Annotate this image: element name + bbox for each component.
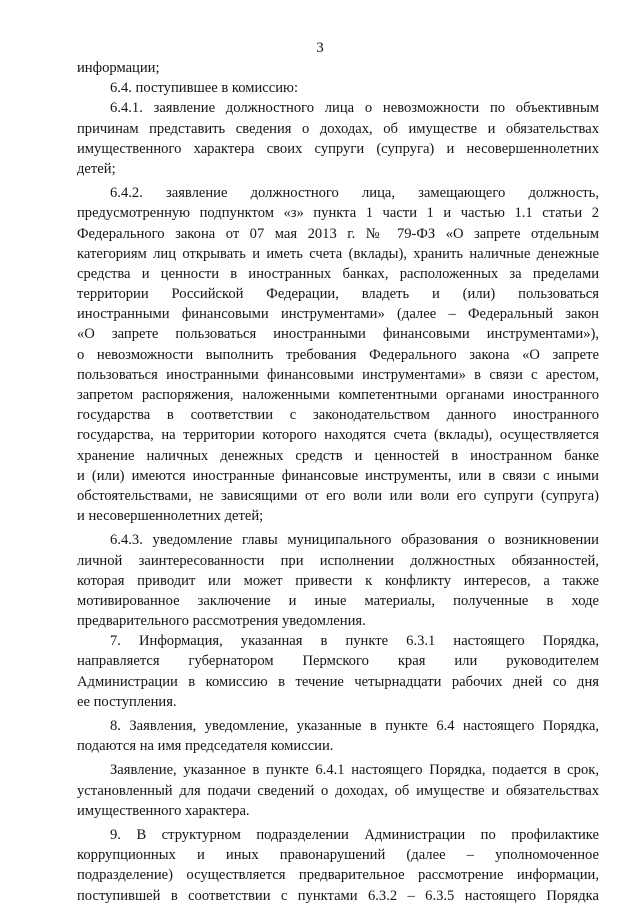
paragraph-start: 6.4.1. заявление должностного лица о невозможности по объективным bbox=[110, 100, 599, 117]
page-number: 3 bbox=[316, 40, 324, 56]
text-line: поступившей в соответствии с пунктами 6.3.2 – 6.3.5 настоящего Порядка bbox=[77, 887, 599, 904]
text-line: иностранными финансовыми инструментами» (далее – Федеральный закон bbox=[77, 306, 599, 323]
text-line: территории Российской Федерации, владеть и (или) пользоваться bbox=[77, 286, 599, 303]
text-line: Федерального закона от 07 мая 2013 г. № 79-ФЗ «О запрете отдельным bbox=[77, 225, 599, 242]
text-line: мотивированное заключение и иные материалы, полученные в ходе bbox=[77, 592, 599, 609]
paragraph-start: 7. Информация, указанная в пункте 6.3.1 настоящего Порядка, bbox=[110, 633, 599, 650]
text-line: подаются на имя председателя комиссии. bbox=[77, 738, 334, 755]
text-line: имущественного характера своих супруги (супруга) и несовершеннолетних bbox=[77, 140, 599, 157]
text-line: личной заинтересованности при исполнении должностных обязанностей, bbox=[77, 552, 599, 569]
paragraph-start: 6.4.2. заявление должностного лица, замещающего должность, bbox=[110, 185, 599, 202]
text-line: средства и ценности в иностранных банках, расположенных за пределами bbox=[77, 265, 599, 282]
text-line: обстоятельствами, не зависящими от его воли или воли его супруги (супруга) bbox=[77, 487, 599, 504]
paragraph-start: 6.4.3. уведомление главы муниципального образования о возникновении bbox=[110, 532, 599, 549]
text-line: которая приводит или может привести к конфликту интересов, а также bbox=[77, 572, 599, 589]
text-line: информации; bbox=[77, 60, 160, 76]
text-line: имущественного характера. bbox=[77, 802, 250, 819]
text-line: ее поступления. bbox=[77, 693, 177, 710]
text-line: о невозможности выполнить требования Федерального закона «О запрете bbox=[77, 346, 599, 363]
text-line: и несовершеннолетних детей; bbox=[77, 508, 264, 525]
text-line: подразделение) осуществляется предварительное рассмотрение информации, bbox=[77, 867, 599, 884]
text-line: предварительного рассмотрения уведомления. bbox=[77, 613, 366, 630]
document-body bbox=[77, 58, 599, 906]
text-line: запретом распоряжения, наложенными компетентными органами иностранного bbox=[77, 387, 599, 403]
text-line: пользоваться иностранными финансовыми инструментами» в связи с арестом, bbox=[77, 366, 599, 383]
text-line: направляется губернатором Пермского края или руководителем bbox=[77, 653, 599, 670]
text-line: установленный для подачи сведений о доходах, об имуществе и обязательствах bbox=[77, 782, 599, 799]
text-line: государства в соответствии с законодательством данного иностранного bbox=[77, 407, 599, 424]
text-line: хранение наличных денежных средств и ценностей в иностранном банке bbox=[77, 447, 599, 464]
text-line: «О запрете пользоваться иностранными финансовыми инструментами»), bbox=[77, 326, 599, 343]
text-line: причинам представить сведения о доходах, об имуществе и обязательствах bbox=[77, 120, 599, 137]
paragraph-start: 6.4. поступившее в комиссию: bbox=[110, 80, 298, 97]
paragraph-start: 8. Заявления, уведомление, указанные в пункте 6.4 настоящего Порядка, bbox=[110, 718, 599, 734]
text-line: и (или) имеются иностранные финансовые инструменты, или в связи с иными bbox=[77, 467, 599, 484]
text-line: коррупционных и иных правонарушений (далее – уполномоченное bbox=[77, 847, 599, 864]
text-line: государства, на территории которого находятся счета (вклады), осуществляется bbox=[77, 427, 599, 444]
paragraph-start: Заявление, указанное в пункте 6.4.1 настоящего Порядка, подается в срок, bbox=[110, 762, 599, 779]
text-line: предусмотренную подпунктом «з» пункта 1 части 1 и частью 1.1 статьи 2 bbox=[77, 205, 599, 222]
text-line: категориям лиц открывать и иметь счета (вклады), хранить наличные денежные bbox=[77, 245, 599, 262]
text-line: Администрации в комиссию в течение четырнадцати рабочих дней со дня bbox=[77, 673, 599, 690]
paragraph-start: 9. В структурном подразделении Администрации по профилактике bbox=[110, 826, 599, 843]
text-line: детей; bbox=[77, 160, 116, 177]
